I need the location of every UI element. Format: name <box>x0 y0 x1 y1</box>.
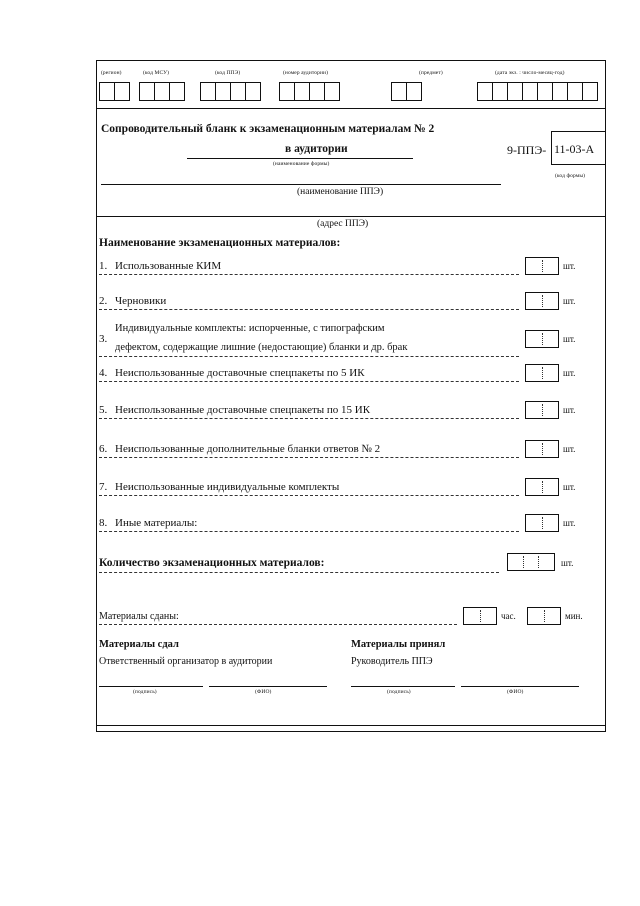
item-5-unit: шт. <box>563 405 576 415</box>
item-3-quantity-box[interactable] <box>525 330 559 348</box>
ppe-name-line <box>101 184 501 185</box>
minutes-box[interactable] <box>527 607 561 625</box>
item-4-dotline <box>99 381 519 382</box>
item-1-label: Использованные КИМ <box>115 260 222 272</box>
item-7-number: 7. <box>99 481 108 493</box>
mcu-boxes[interactable] <box>139 82 185 101</box>
form-title: Сопроводительный бланк к экзаменационным материалам № 2 <box>101 123 435 135</box>
item-6-quantity-box[interactable] <box>525 440 559 458</box>
took-signature-caption: (подпись) <box>387 689 411 695</box>
subtitle-underline <box>187 158 413 159</box>
item-4-number: 4. <box>99 367 108 379</box>
item-3-dotline <box>99 356 519 357</box>
subject-boxes[interactable] <box>391 82 422 101</box>
gave-signature-line[interactable] <box>99 686 203 687</box>
item-1-unit: шт. <box>563 261 576 271</box>
item-5-label: Неиспользованные доставочные спецпакеты по 15 ИК <box>115 404 371 416</box>
header-divider <box>97 108 605 109</box>
item-5-dotline <box>99 418 519 419</box>
ppe-name-caption: (наименование ППЭ) <box>297 187 384 197</box>
took-fio-line[interactable] <box>461 686 579 687</box>
gave-fio-caption: (ФИО) <box>255 689 272 695</box>
total-unit: шт. <box>561 558 574 568</box>
gave-title: Материалы сдал <box>99 639 179 650</box>
region-boxes[interactable] <box>99 82 130 101</box>
form-code-box: 11-03-А <box>551 131 606 165</box>
item-6-dotline <box>99 457 519 458</box>
date-caption: (дата экз. : число-месяц-год) <box>495 70 565 76</box>
minutes-unit: мин. <box>565 611 583 621</box>
item-1-number: 1. <box>99 260 108 272</box>
item-7-label: Неиспользованные индивидуальные комплекты <box>115 481 340 493</box>
item-8-quantity-box[interactable] <box>525 514 559 532</box>
item-5-quantity-box[interactable] <box>525 401 559 419</box>
item-8-number: 8. <box>99 517 108 529</box>
item-4-quantity-box[interactable] <box>525 364 559 382</box>
item-2-label: Черновики <box>115 295 167 307</box>
gave-fio-line[interactable] <box>209 686 327 687</box>
ppe-code-caption: (код ППЭ) <box>215 70 241 76</box>
mcu-caption: (код МСУ) <box>143 70 170 76</box>
item-3-label: Индивидуальные комплекты: испорченные, с типографским <box>115 323 385 334</box>
ppe-code-boxes[interactable] <box>200 82 261 101</box>
total-quantity-box[interactable] <box>507 553 555 571</box>
item-7-dotline <box>99 495 519 496</box>
address-divider <box>97 216 605 217</box>
item-1-quantity-box[interactable] <box>525 257 559 275</box>
handover-time-label: Материалы сданы: <box>99 611 179 622</box>
bottom-double-line <box>97 725 605 726</box>
gave-role: Ответственный организатор в аудитории <box>99 656 273 667</box>
region-caption: (регион) <box>101 70 122 76</box>
item-2-quantity-box[interactable] <box>525 292 559 310</box>
hours-box[interactable] <box>463 607 497 625</box>
item-6-number: 6. <box>99 443 108 455</box>
item-7-quantity-box[interactable] <box>525 478 559 496</box>
took-title: Материалы принял <box>351 639 446 650</box>
item-2-dotline <box>99 309 519 310</box>
materials-heading: Наименование экзаменационных материалов: <box>99 237 341 249</box>
form-page <box>96 60 606 732</box>
subject-caption: (предмет) <box>419 70 443 76</box>
item-8-dotline <box>99 531 519 532</box>
item-4-label: Неиспользованные доставочные спецпакеты по 5 ИК <box>115 367 365 379</box>
ppe-address-caption: (адрес ППЭ) <box>317 219 369 229</box>
date-boxes[interactable] <box>477 82 598 101</box>
total-label: Количество экзаменационных материалов: <box>99 557 325 569</box>
form-code-prefix: 9-ППЭ- <box>507 143 547 157</box>
handover-dotline <box>99 624 457 625</box>
item-2-number: 2. <box>99 295 108 307</box>
item-7-unit: шт. <box>563 482 576 492</box>
gave-signature-caption: (подпись) <box>133 689 157 695</box>
took-fio-caption: (ФИО) <box>507 689 524 695</box>
item-3-number: 3. <box>99 333 108 345</box>
item-1-dotline <box>99 274 519 275</box>
form-subtitle: в аудитории <box>285 143 348 155</box>
total-dotline <box>99 572 499 573</box>
item-8-unit: шт. <box>563 518 576 528</box>
item-3-label-line2: дефектом, содержащие лишние (недостающие) бланки и др. брак <box>115 342 408 353</box>
form-code-caption: (код формы) <box>555 173 586 179</box>
item-8-label: Иные материалы: <box>115 517 198 529</box>
took-signature-line[interactable] <box>351 686 455 687</box>
item-2-unit: шт. <box>563 296 576 306</box>
room-name-caption: (наименование формы) <box>273 161 330 167</box>
item-4-unit: шт. <box>563 368 576 378</box>
hours-unit: час. <box>501 611 516 621</box>
item-5-number: 5. <box>99 404 108 416</box>
item-3-unit: шт. <box>563 334 576 344</box>
item-6-unit: шт. <box>563 444 576 454</box>
took-role: Руководитель ППЭ <box>351 656 433 667</box>
item-6-label: Неиспользованные дополнительные бланки ответов № 2 <box>115 443 381 455</box>
room-caption: (номер аудитории) <box>283 70 329 76</box>
room-boxes[interactable] <box>279 82 340 101</box>
